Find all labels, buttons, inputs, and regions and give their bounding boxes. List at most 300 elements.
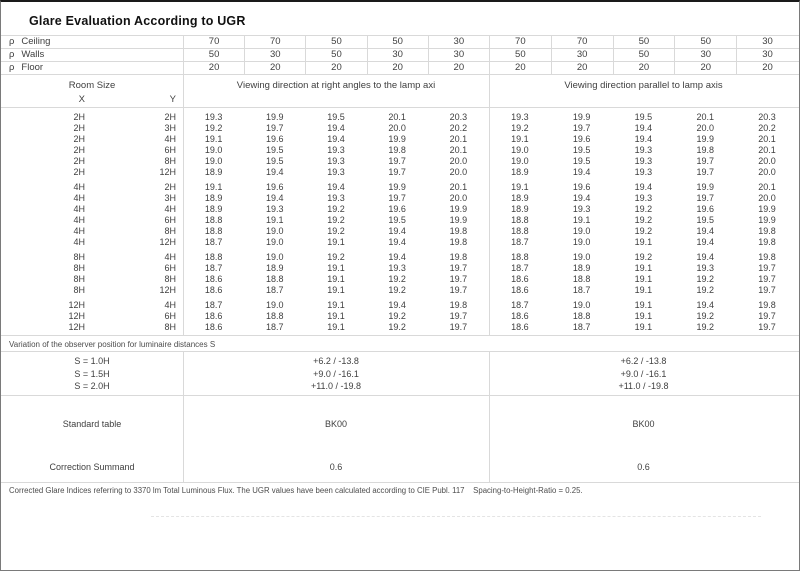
ugr-value-parallel: 20.1 bbox=[758, 145, 776, 155]
ugr-value-right-angles: 19.7 bbox=[449, 274, 468, 284]
ugr-value-right-angles: 19.7 bbox=[388, 193, 406, 203]
variation-label: Variation of the observer position for luminaire distances S bbox=[9, 340, 216, 349]
ugr-value-parallel: 20.1 bbox=[696, 112, 714, 122]
room-size-y: 4H bbox=[164, 134, 176, 144]
ugr-value-right-angles: 19.3 bbox=[327, 167, 345, 177]
ugr-value-right-angles: 18.8 bbox=[204, 226, 223, 236]
ugr-value-parallel: 19.7 bbox=[758, 274, 776, 284]
ugr-row bbox=[1, 252, 799, 263]
ugr-value-right-angles: 19.6 bbox=[266, 182, 284, 192]
ugr-value-parallel: 18.6 bbox=[511, 285, 529, 295]
ugr-value-parallel: 19.1 bbox=[634, 311, 653, 321]
reflectance-row bbox=[1, 49, 799, 62]
s-variation-left-block bbox=[183, 355, 489, 395]
ugr-value-right-angles: 19.9 bbox=[388, 182, 406, 192]
ugr-row bbox=[1, 134, 799, 145]
room-size-x: 4H bbox=[73, 237, 85, 247]
ugr-value-right-angles: 20.1 bbox=[388, 112, 406, 122]
reflectance-value: 70 bbox=[489, 36, 551, 48]
ugr-value-right-angles: 19.1 bbox=[327, 322, 345, 332]
ugr-value-parallel: 19.4 bbox=[634, 134, 653, 144]
reflectance-value: 70 bbox=[183, 36, 244, 48]
ugr-value-right-angles: 19.3 bbox=[327, 193, 345, 203]
ugr-value-right-angles: 19.4 bbox=[327, 123, 345, 133]
reflectance-value: 70 bbox=[551, 36, 613, 48]
ugr-value-right-angles: 18.6 bbox=[204, 322, 223, 332]
ugr-value-right-angles: 19.1 bbox=[327, 311, 345, 321]
rho-symbol: ρ bbox=[9, 36, 15, 47]
room-size-y: 4H bbox=[164, 252, 176, 262]
correction-summand-value-left: 0.6 bbox=[329, 461, 343, 472]
ugr-value-right-angles: 19.1 bbox=[266, 215, 284, 225]
ugr-value-right-angles: 20.1 bbox=[449, 182, 468, 192]
standard-table-value-left: BK00 bbox=[324, 418, 348, 429]
ugr-value-parallel: 18.6 bbox=[511, 322, 529, 332]
ugr-value-parallel: 19.1 bbox=[634, 237, 653, 247]
room-size-x: 2H bbox=[73, 123, 85, 133]
room-size-x: 4H bbox=[73, 215, 85, 225]
ugr-value-right-angles: 19.4 bbox=[266, 193, 284, 203]
ugr-value-parallel: 19.7 bbox=[696, 193, 714, 203]
room-size-x: 2H bbox=[73, 167, 85, 177]
ugr-value-parallel: 19.3 bbox=[572, 204, 591, 214]
viewing-direction-parallel-header: Viewing direction parallel to lamp axis bbox=[564, 80, 723, 91]
ugr-value-right-angles: 19.7 bbox=[449, 322, 468, 332]
ugr-value-right-angles: 20.1 bbox=[449, 145, 468, 155]
room-size-x: 8H bbox=[73, 274, 85, 284]
s-distance-label: S = 1.5H bbox=[74, 368, 110, 379]
room-size-header: Room Size bbox=[68, 80, 116, 91]
reflectance-value: 20 bbox=[428, 62, 489, 74]
ugr-value-parallel: 19.5 bbox=[572, 145, 591, 155]
ugr-value-right-angles: 19.8 bbox=[449, 237, 468, 247]
ugr-value-right-angles: 19.7 bbox=[449, 285, 468, 295]
ugr-row bbox=[1, 263, 799, 274]
ugr-row bbox=[1, 156, 799, 167]
ugr-value-right-angles: 19.0 bbox=[266, 252, 284, 262]
ugr-value-parallel: 19.7 bbox=[696, 167, 714, 177]
ugr-value-parallel: 19.2 bbox=[696, 311, 714, 321]
ugr-row bbox=[1, 226, 799, 237]
room-size-y: 8H bbox=[164, 226, 176, 236]
ugr-value-parallel: 19.1 bbox=[511, 182, 529, 192]
ugr-value-parallel: 18.8 bbox=[511, 252, 529, 262]
ugr-value-right-angles: 19.9 bbox=[388, 134, 406, 144]
page-title: Glare Evaluation According to UGR bbox=[29, 14, 246, 28]
ugr-value-right-angles: 19.7 bbox=[388, 156, 406, 166]
ugr-value-parallel: 18.8 bbox=[511, 215, 529, 225]
ugr-value-parallel: 19.2 bbox=[511, 123, 529, 133]
ugr-value-parallel: 19.6 bbox=[696, 204, 714, 214]
ugr-value-parallel: 19.5 bbox=[634, 112, 653, 122]
ugr-row bbox=[1, 204, 799, 215]
ugr-value-right-angles: 19.8 bbox=[449, 300, 468, 310]
ugr-value-parallel: 19.3 bbox=[511, 112, 529, 122]
ugr-value-parallel: 19.2 bbox=[634, 204, 653, 214]
ugr-value-parallel: 20.2 bbox=[758, 123, 776, 133]
ugr-row bbox=[1, 182, 799, 193]
ugr-row bbox=[1, 193, 799, 204]
ugr-value-parallel: 19.1 bbox=[572, 215, 591, 225]
ugr-value-right-angles: 19.6 bbox=[388, 204, 406, 214]
correction-summand-label: Correction Summand bbox=[49, 461, 135, 472]
ugr-value-right-angles: 19.0 bbox=[266, 237, 284, 247]
ugr-value-parallel: 19.8 bbox=[758, 237, 776, 247]
ugr-row bbox=[1, 167, 799, 178]
ugr-value-parallel: 19.3 bbox=[634, 156, 653, 166]
ugr-value-right-angles: 19.6 bbox=[266, 134, 284, 144]
ugr-value-right-angles: 18.9 bbox=[204, 167, 223, 177]
room-size-y: 4H bbox=[164, 300, 176, 310]
s-variation-value-right: +11.0 / -19.8 bbox=[618, 381, 669, 391]
ugr-value-right-angles: 19.2 bbox=[327, 215, 345, 225]
ugr-value-parallel: 18.9 bbox=[511, 204, 529, 214]
ugr-value-parallel: 19.1 bbox=[634, 285, 653, 295]
ugr-value-right-angles: 19.2 bbox=[327, 226, 345, 236]
room-size-x: 12H bbox=[68, 300, 85, 310]
reflectance-value: 50 bbox=[305, 49, 366, 61]
room-size-x: 2H bbox=[73, 134, 85, 144]
ugr-row bbox=[1, 274, 799, 285]
rho-symbol: ρ bbox=[9, 49, 15, 60]
reflectance-value: 20 bbox=[674, 62, 736, 74]
footer-note: Corrected Glare Indices referring to 3370 lm Total Luminous Flux. The UGR values have been calculated according to CIE Publ. 117 Spacing-to-Height-Ratio = 0.25. bbox=[9, 486, 583, 495]
room-size-y: 3H bbox=[164, 193, 176, 203]
ugr-row-group bbox=[1, 182, 799, 248]
ugr-value-parallel: 19.7 bbox=[758, 311, 776, 321]
s-distance-label: S = 1.0H bbox=[74, 356, 110, 366]
reflectance-value: 50 bbox=[613, 36, 675, 48]
ugr-value-right-angles: 19.4 bbox=[266, 167, 284, 177]
ugr-value-parallel: 19.4 bbox=[696, 252, 714, 262]
ugr-value-right-angles: 19.2 bbox=[388, 285, 406, 295]
ugr-value-parallel: 19.9 bbox=[758, 204, 776, 214]
ugr-value-right-angles: 19.2 bbox=[327, 252, 345, 262]
ugr-value-parallel: 18.7 bbox=[511, 300, 529, 310]
standard-table-row bbox=[1, 396, 799, 451]
ugr-value-parallel: 19.4 bbox=[572, 167, 591, 177]
ugr-value-right-angles: 19.4 bbox=[388, 300, 406, 310]
ugr-row bbox=[1, 112, 799, 123]
ugr-row-group bbox=[1, 112, 799, 178]
s-distance-labels bbox=[1, 355, 183, 395]
ugr-value-parallel: 19.9 bbox=[758, 215, 776, 225]
ugr-value-right-angles: 19.0 bbox=[204, 145, 223, 155]
ugr-value-parallel: 20.1 bbox=[758, 182, 776, 192]
room-size-y: 2H bbox=[164, 112, 176, 122]
ugr-value-parallel: 19.0 bbox=[572, 252, 591, 262]
ugr-value-right-angles: 19.9 bbox=[449, 215, 468, 225]
room-size-y: 6H bbox=[164, 263, 176, 273]
correction-summand-value-right: 0.6 bbox=[637, 461, 650, 472]
ugr-value-right-angles: 19.7 bbox=[449, 311, 468, 321]
ugr-value-parallel: 19.7 bbox=[758, 263, 776, 273]
ugr-value-parallel: 19.8 bbox=[758, 300, 776, 310]
ugr-value-right-angles: 19.2 bbox=[204, 123, 223, 133]
room-size-y: 2H bbox=[164, 182, 176, 192]
ugr-value-parallel: 19.5 bbox=[696, 215, 714, 225]
ugr-value-right-angles: 20.0 bbox=[449, 156, 468, 166]
reflectance-row bbox=[1, 36, 799, 49]
ugr-value-right-angles: 18.8 bbox=[266, 311, 284, 321]
ugr-value-parallel: 18.6 bbox=[511, 311, 529, 321]
ugr-value-right-angles: 18.8 bbox=[204, 252, 223, 262]
room-size-y: 8H bbox=[164, 322, 176, 332]
ugr-value-parallel: 19.2 bbox=[696, 322, 714, 332]
room-size-x: 2H bbox=[73, 156, 85, 166]
ugr-value-parallel: 19.6 bbox=[572, 134, 591, 144]
ugr-row bbox=[1, 285, 799, 296]
ugr-value-parallel: 20.0 bbox=[758, 167, 776, 177]
ugr-value-parallel: 19.7 bbox=[758, 285, 776, 295]
ugr-value-parallel: 18.9 bbox=[511, 193, 529, 203]
reflectance-value: 20 bbox=[489, 62, 551, 74]
ugr-row bbox=[1, 322, 799, 333]
s-variation-value-right: +9.0 / -16.1 bbox=[620, 368, 667, 379]
standard-table-value-right: BK00 bbox=[632, 418, 655, 429]
ugr-value-right-angles: 18.9 bbox=[204, 193, 223, 203]
ugr-value-right-angles: 19.3 bbox=[327, 145, 345, 155]
reflectance-value: 20 bbox=[367, 62, 428, 74]
s-variation-value-left: +11.0 / -19.8 bbox=[310, 381, 362, 391]
reflectance-surface-name: Floor bbox=[21, 62, 44, 73]
ugr-row bbox=[1, 311, 799, 322]
reflectance-value: 50 bbox=[183, 49, 244, 61]
ugr-value-right-angles: 19.1 bbox=[204, 182, 223, 192]
ugr-value-right-angles: 20.0 bbox=[388, 123, 406, 133]
reflectance-value: 20 bbox=[551, 62, 613, 74]
reflectance-value: 20 bbox=[244, 62, 305, 74]
ugr-value-parallel: 18.9 bbox=[572, 263, 591, 273]
reflectance-value: 50 bbox=[613, 49, 675, 61]
room-size-x: 12H bbox=[68, 322, 85, 332]
ugr-value-right-angles: 18.7 bbox=[204, 300, 223, 310]
ugr-value-parallel: 19.4 bbox=[634, 123, 653, 133]
ugr-value-parallel: 19.8 bbox=[696, 145, 714, 155]
ugr-value-right-angles: 18.7 bbox=[204, 237, 223, 247]
ugr-value-right-angles: 19.1 bbox=[327, 237, 345, 247]
ugr-value-parallel: 19.4 bbox=[696, 237, 714, 247]
ugr-value-parallel: 19.8 bbox=[758, 226, 776, 236]
ugr-value-right-angles: 19.1 bbox=[327, 263, 345, 273]
ugr-value-right-angles: 19.0 bbox=[266, 300, 284, 310]
ugr-value-right-angles: 18.8 bbox=[266, 274, 284, 284]
ugr-value-right-angles: 20.3 bbox=[449, 112, 468, 122]
ugr-value-parallel: 18.7 bbox=[572, 285, 591, 295]
ugr-value-right-angles: 19.9 bbox=[266, 112, 284, 122]
ugr-value-right-angles: 18.9 bbox=[266, 263, 284, 273]
s-variation-value-left: +6.2 / -13.8 bbox=[313, 356, 359, 366]
reflectance-value: 20 bbox=[305, 62, 366, 74]
ugr-value-right-angles: 19.3 bbox=[388, 263, 406, 273]
ugr-value-parallel: 20.3 bbox=[758, 112, 776, 122]
ugr-value-parallel: 19.8 bbox=[758, 252, 776, 262]
ugr-value-right-angles: 19.2 bbox=[327, 204, 345, 214]
ugr-row bbox=[1, 237, 799, 248]
ugr-value-parallel: 19.2 bbox=[634, 226, 653, 236]
room-size-x: 8H bbox=[73, 263, 85, 273]
ugr-value-right-angles: 19.1 bbox=[327, 274, 345, 284]
ugr-value-right-angles: 18.7 bbox=[266, 285, 284, 295]
ugr-value-right-angles: 19.0 bbox=[266, 226, 284, 236]
ugr-value-parallel: 19.0 bbox=[511, 156, 529, 166]
ugr-value-parallel: 19.3 bbox=[634, 145, 653, 155]
ugr-value-right-angles: 18.6 bbox=[204, 274, 223, 284]
ugr-value-parallel: 19.3 bbox=[634, 193, 653, 203]
rho-symbol: ρ bbox=[9, 62, 15, 73]
ugr-value-parallel: 18.8 bbox=[511, 226, 529, 236]
ugr-value-parallel: 18.7 bbox=[511, 263, 529, 273]
s-variation-value-right: +6.2 / -13.8 bbox=[620, 356, 667, 366]
ugr-value-right-angles: 20.0 bbox=[449, 167, 468, 177]
ugr-value-parallel: 19.6 bbox=[572, 182, 591, 192]
room-size-x: 12H bbox=[68, 311, 85, 321]
ugr-value-right-angles: 18.9 bbox=[204, 204, 223, 214]
ugr-value-parallel: 20.1 bbox=[758, 134, 776, 144]
reflectance-surface-name: Walls bbox=[21, 49, 45, 60]
ugr-value-right-angles: 18.6 bbox=[204, 311, 223, 321]
y-column-header: Y bbox=[169, 94, 176, 105]
ugr-value-right-angles: 19.2 bbox=[388, 322, 406, 332]
ugr-value-right-angles: 19.8 bbox=[388, 145, 406, 155]
ugr-row-group bbox=[1, 300, 799, 333]
room-size-x: 2H bbox=[73, 145, 85, 155]
ugr-value-right-angles: 19.5 bbox=[327, 112, 345, 122]
reflectance-value: 70 bbox=[244, 36, 305, 48]
ugr-value-parallel: 19.4 bbox=[696, 226, 714, 236]
reflectance-label bbox=[1, 49, 183, 61]
ugr-value-right-angles: 20.1 bbox=[449, 134, 468, 144]
ugr-value-parallel: 19.2 bbox=[634, 252, 653, 262]
ugr-values-table bbox=[1, 108, 799, 336]
reflectance-value: 50 bbox=[489, 49, 551, 61]
x-column-header: X bbox=[78, 94, 85, 105]
ugr-value-right-angles: 19.0 bbox=[204, 156, 223, 166]
ugr-value-parallel: 19.1 bbox=[511, 134, 529, 144]
ugr-value-right-angles: 19.3 bbox=[327, 156, 345, 166]
ugr-row bbox=[1, 145, 799, 156]
ugr-value-parallel: 19.4 bbox=[634, 182, 653, 192]
ugr-value-right-angles: 19.8 bbox=[449, 252, 468, 262]
reflectance-label bbox=[1, 62, 183, 74]
room-size-x: 2H bbox=[73, 112, 85, 122]
ugr-value-right-angles: 19.3 bbox=[204, 112, 223, 122]
room-size-x: 4H bbox=[73, 226, 85, 236]
ugr-value-parallel: 18.8 bbox=[572, 274, 591, 284]
ugr-value-right-angles: 18.6 bbox=[204, 285, 223, 295]
room-size-y: 3H bbox=[164, 123, 176, 133]
variation-section-header bbox=[1, 336, 799, 352]
ugr-value-parallel: 18.6 bbox=[511, 274, 529, 284]
reflectance-value: 30 bbox=[244, 49, 305, 61]
ugr-value-right-angles: 19.7 bbox=[266, 123, 284, 133]
reflectance-value: 30 bbox=[428, 49, 489, 61]
ugr-row bbox=[1, 215, 799, 226]
reflectance-row bbox=[1, 62, 799, 75]
ugr-value-parallel: 19.1 bbox=[634, 274, 653, 284]
ugr-value-parallel: 19.7 bbox=[758, 322, 776, 332]
ugr-value-parallel: 19.0 bbox=[511, 145, 529, 155]
ugr-value-right-angles: 19.4 bbox=[388, 252, 406, 262]
ugr-value-right-angles: 19.2 bbox=[388, 274, 406, 284]
s-variation-right-block bbox=[489, 355, 798, 395]
reflectance-value: 50 bbox=[674, 36, 736, 48]
ugr-value-right-angles: 19.4 bbox=[327, 134, 345, 144]
ugr-value-right-angles: 19.1 bbox=[327, 300, 345, 310]
ugr-value-parallel: 18.9 bbox=[511, 167, 529, 177]
ugr-value-parallel: 19.7 bbox=[696, 156, 714, 166]
ugr-value-parallel: 20.0 bbox=[758, 193, 776, 203]
room-size-x: 8H bbox=[73, 285, 85, 295]
title-band bbox=[1, 2, 799, 36]
ugr-value-right-angles: 19.4 bbox=[388, 226, 406, 236]
ugr-value-right-angles: 19.5 bbox=[266, 156, 284, 166]
room-size-x: 4H bbox=[73, 204, 85, 214]
ugr-value-parallel: 19.9 bbox=[696, 182, 714, 192]
ugr-value-parallel: 19.0 bbox=[572, 237, 591, 247]
ugr-value-right-angles: 19.2 bbox=[388, 311, 406, 321]
room-size-y: 4H bbox=[164, 204, 176, 214]
reflectance-value: 50 bbox=[367, 36, 428, 48]
ugr-value-parallel: 19.7 bbox=[572, 123, 591, 133]
ugr-value-right-angles: 19.9 bbox=[449, 204, 468, 214]
ugr-value-right-angles: 20.2 bbox=[449, 123, 468, 133]
ugr-value-right-angles: 20.0 bbox=[449, 193, 468, 203]
room-size-x: 4H bbox=[73, 182, 85, 192]
reflectance-value: 30 bbox=[736, 49, 798, 61]
standard-table-label: Standard table bbox=[62, 418, 122, 429]
ugr-value-parallel: 18.7 bbox=[572, 322, 591, 332]
reflectance-value: 30 bbox=[428, 36, 489, 48]
ugr-value-parallel: 19.9 bbox=[696, 134, 714, 144]
reflectance-value: 30 bbox=[736, 36, 798, 48]
ugr-value-parallel: 19.1 bbox=[634, 263, 653, 273]
room-size-y: 6H bbox=[164, 311, 176, 321]
ugr-value-right-angles: 19.3 bbox=[266, 204, 284, 214]
ugr-value-parallel: 19.4 bbox=[572, 193, 591, 203]
reflectance-value: 30 bbox=[674, 49, 736, 61]
ugr-value-parallel: 19.9 bbox=[572, 112, 591, 122]
room-size-x: 8H bbox=[73, 252, 85, 262]
ugr-row bbox=[1, 300, 799, 311]
ugr-value-right-angles: 19.5 bbox=[388, 215, 406, 225]
ugr-value-right-angles: 18.8 bbox=[204, 215, 223, 225]
reflectance-value: 20 bbox=[613, 62, 675, 74]
ugr-value-parallel: 20.0 bbox=[758, 156, 776, 166]
room-size-y: 8H bbox=[164, 156, 176, 166]
ugr-value-right-angles: 19.4 bbox=[388, 237, 406, 247]
ugr-value-right-angles: 19.7 bbox=[449, 263, 468, 273]
ugr-value-parallel: 19.3 bbox=[696, 263, 714, 273]
room-size-x: 4H bbox=[73, 193, 85, 203]
ugr-value-parallel: 20.0 bbox=[696, 123, 714, 133]
ugr-row bbox=[1, 123, 799, 134]
viewing-direction-right-angles-header: Viewing direction at right angles to the lamp axi bbox=[236, 80, 436, 91]
room-size-y: 12H bbox=[159, 167, 176, 177]
ugr-value-parallel: 19.2 bbox=[696, 285, 714, 295]
reflectance-label bbox=[1, 36, 183, 48]
ugr-value-right-angles: 19.1 bbox=[204, 134, 223, 144]
reflectance-value: 30 bbox=[367, 49, 428, 61]
ugr-value-right-angles: 19.1 bbox=[327, 285, 345, 295]
observer-variation-table bbox=[1, 352, 799, 396]
ugr-value-right-angles: 19.8 bbox=[449, 226, 468, 236]
ugr-value-right-angles: 19.4 bbox=[327, 182, 345, 192]
ugr-value-right-angles: 19.5 bbox=[266, 145, 284, 155]
ugr-row-group bbox=[1, 252, 799, 296]
s-variation-value-left: +9.0 / -16.1 bbox=[313, 368, 359, 379]
reflectance-value: 30 bbox=[551, 49, 613, 61]
